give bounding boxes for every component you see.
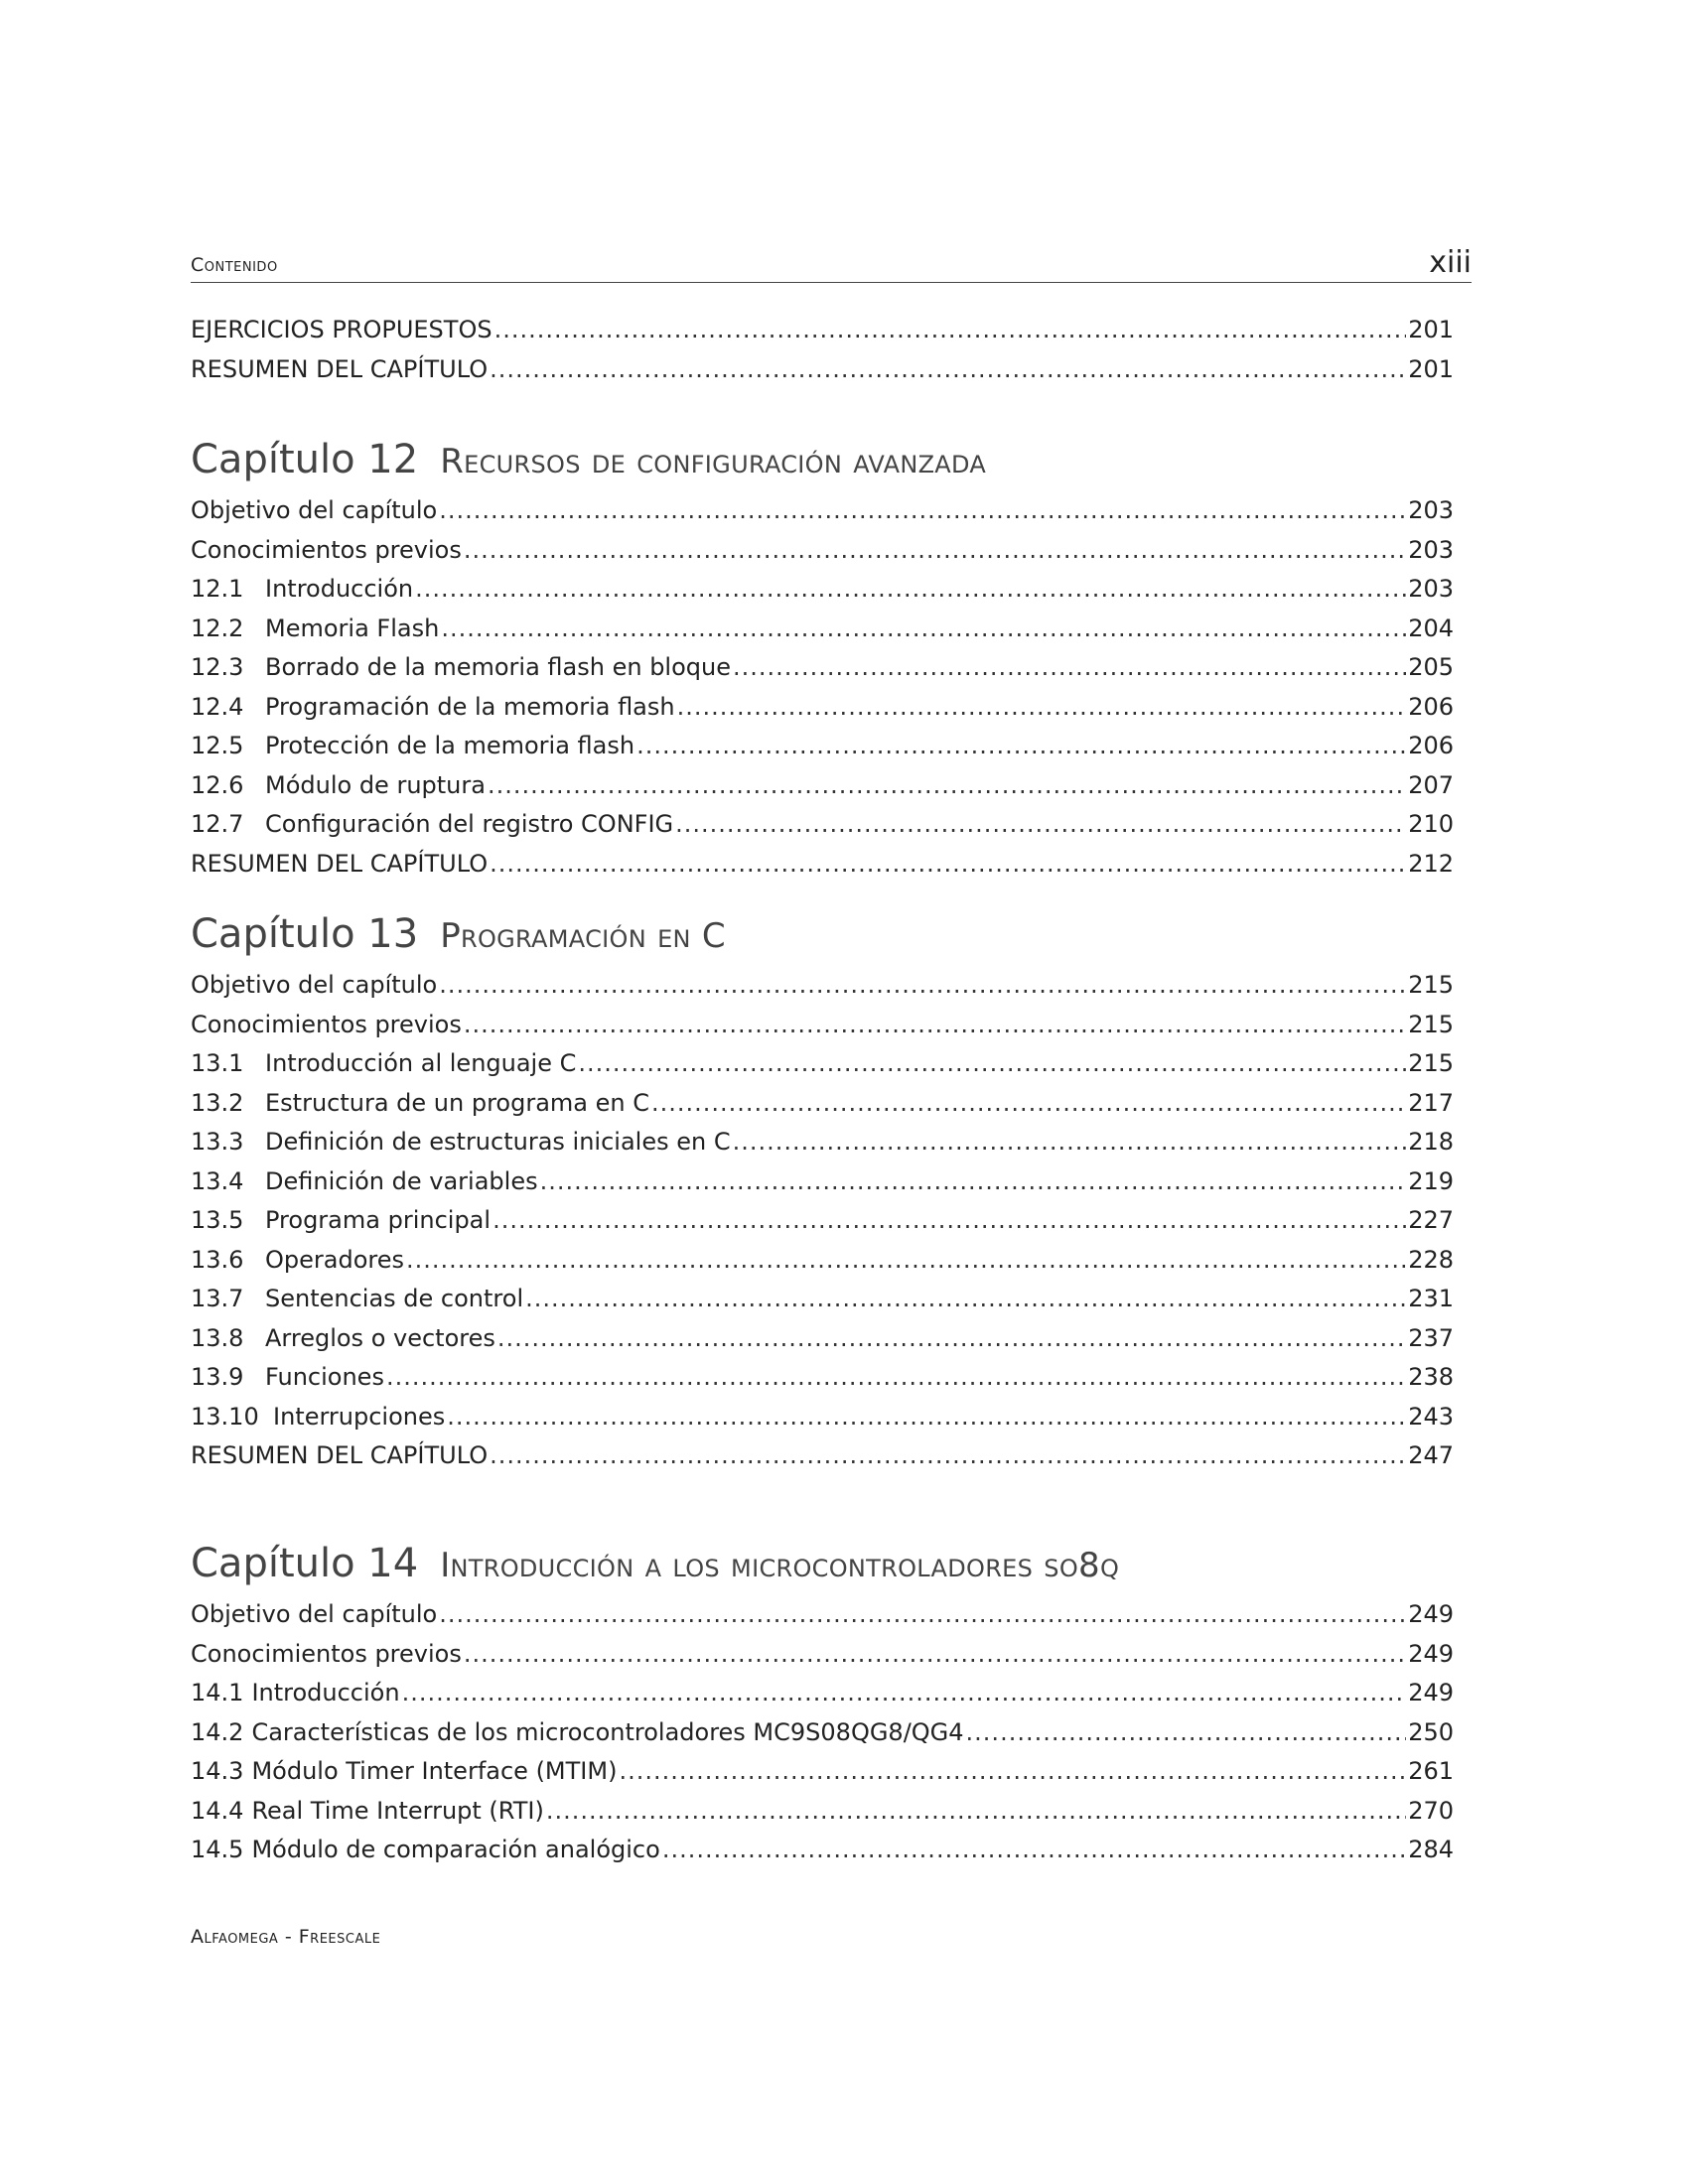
toc-entry [191, 1324, 1454, 1364]
toc-entry-page: 218 [1408, 1128, 1454, 1156]
toc-entry-number: 12.7 [191, 810, 244, 838]
toc-leader [494, 316, 1407, 343]
toc-leader [733, 653, 1406, 681]
toc-entry-number: 12.2 [191, 614, 244, 642]
toc-entry-title: Introducción [251, 1679, 400, 1706]
chapter-label: Capítulo 14 [191, 1541, 419, 1586]
toc-entry-page: 227 [1408, 1206, 1454, 1234]
running-head [191, 242, 1472, 283]
toc-entry [191, 575, 1454, 614]
toc-entry-page: 217 [1408, 1088, 1454, 1117]
toc-entry-number: 14.2 [191, 1717, 244, 1746]
toc-entry-title: EJERCICIOS PROPUESTOS [191, 316, 492, 343]
toc-entry-title: Módulo de ruptura [265, 770, 486, 799]
toc-entry-page: 212 [1408, 849, 1454, 878]
toc-entry [191, 1128, 1454, 1167]
toc-leader [447, 1403, 1406, 1431]
toc-entry [191, 1757, 1454, 1797]
toc-leader [386, 1363, 1406, 1391]
toc-entry-page: 206 [1408, 732, 1454, 759]
toc-entry [191, 850, 1454, 889]
toc-leader [662, 1836, 1406, 1863]
toc-entry [191, 1167, 1454, 1207]
toc-entry-number: 13.10 [191, 1402, 259, 1431]
toc-entry-title: Memoria Flash [265, 614, 440, 642]
toc-entry-title: Módulo de comparación analógico [251, 1836, 660, 1863]
toc-entry-title: Protección de la memoria flash [265, 732, 635, 759]
toc-entry-number: 13.2 [191, 1088, 244, 1117]
toc-entry-number: 14.3 [191, 1757, 244, 1785]
toc-entry-title: Sentencias de control [265, 1285, 524, 1312]
toc-entry-page: 215 [1408, 971, 1454, 999]
toc-entry-page: 249 [1408, 1679, 1454, 1706]
toc-entry-page: 231 [1408, 1285, 1454, 1312]
chapter-label: Capítulo 13 [191, 911, 419, 957]
chapter-heading [191, 911, 1454, 967]
chapter-heading [191, 1541, 1454, 1596]
toc-entry-number: 14.4 [191, 1796, 244, 1825]
page-footer: Alfaomega - Freescale [191, 1926, 381, 1948]
toc-entry [191, 1718, 1454, 1758]
toc-entry [191, 1206, 1454, 1246]
toc-entry [191, 971, 1454, 1011]
toc-leader [464, 1011, 1406, 1038]
toc-entry [191, 1246, 1454, 1286]
toc-entry-title: Funciones [265, 1363, 384, 1391]
toc-entry-title: Interrupciones [273, 1402, 446, 1431]
toc-leader [490, 850, 1406, 878]
toc-entry-number: 12.6 [191, 770, 244, 799]
toc-leader [464, 1640, 1406, 1668]
toc-entry-title: Programación de la memoria flash [265, 692, 675, 721]
toc-entry-title: RESUMEN DEL CAPÍTULO [191, 1441, 489, 1469]
toc-leader [540, 1167, 1407, 1195]
toc-entry-title: Programa principal [265, 1206, 492, 1234]
toc-entry-number: 13.5 [191, 1206, 244, 1234]
toc-leader [578, 1049, 1406, 1077]
toc-entry [191, 316, 1454, 355]
toc-entry [191, 1679, 1454, 1718]
toc-entry-number: 13.6 [191, 1245, 244, 1274]
toc-block-prev [191, 316, 1454, 394]
toc-entry-page: 270 [1408, 1796, 1454, 1825]
toc-entry-title: Características de los microcontroladores MC9S08QG8/QG4 [251, 1717, 964, 1746]
toc-entry-page: 203 [1408, 535, 1454, 564]
toc-entry-page: 238 [1408, 1363, 1454, 1391]
toc-chapter-14 [191, 1541, 1454, 1875]
toc-entry-page: 203 [1408, 496, 1454, 524]
toc-leader [402, 1679, 1407, 1706]
toc-entry-page: 205 [1408, 653, 1454, 681]
toc-entry-page: 215 [1408, 1010, 1454, 1038]
toc-leader [497, 1324, 1406, 1352]
chapter-label: Capítulo 12 [191, 437, 419, 482]
toc-leader [439, 496, 1406, 524]
toc-entry [191, 536, 1454, 576]
toc-leader [525, 1285, 1406, 1312]
toc-leader [464, 536, 1406, 564]
toc-entry [191, 355, 1454, 395]
toc-entry-page: 201 [1408, 316, 1454, 343]
toc-entry [191, 732, 1454, 771]
toc-entry-page: 249 [1408, 1600, 1454, 1628]
toc-entry-title: Configuración del registro CONFIG [265, 810, 674, 838]
toc-entry-title: Arreglos o vectores [265, 1323, 495, 1352]
toc-entry-number: 13.1 [191, 1049, 244, 1077]
toc-entry-title: Real Time Interrupt (RTI) [251, 1796, 544, 1825]
toc-entry-number: 13.4 [191, 1166, 244, 1195]
toc-leader [733, 1128, 1407, 1156]
toc-entry-number: 14.1 [191, 1679, 244, 1706]
toc-entry-page: 207 [1408, 770, 1454, 799]
toc-entry-page: 206 [1408, 692, 1454, 721]
toc-entry-number: 13.7 [191, 1285, 244, 1312]
toc-entry [191, 810, 1454, 850]
toc-entry-number: 13.3 [191, 1128, 244, 1156]
toc-entry-title: Definición de variables [265, 1166, 538, 1195]
toc-entry [191, 1363, 1454, 1403]
toc-entry-number: 13.9 [191, 1363, 244, 1391]
running-head-title: Contenido [191, 254, 278, 276]
toc-entry-number: 12.4 [191, 692, 244, 721]
toc-entry-page: 228 [1408, 1245, 1454, 1274]
toc-entry-title: Conocimientos previos [191, 1010, 462, 1038]
toc-entry-title: Introducción [265, 575, 414, 603]
toc-chapter-13 [191, 911, 1454, 1481]
toc-leader [619, 1757, 1406, 1785]
toc-leader [636, 732, 1406, 759]
toc-entry [191, 1600, 1454, 1640]
toc-entry-page: 219 [1408, 1166, 1454, 1195]
toc-entry-page: 237 [1408, 1323, 1454, 1352]
toc-entry [191, 1640, 1454, 1680]
toc-entry [191, 1836, 1454, 1875]
toc-entry [191, 1441, 1454, 1481]
toc-entry-title: Borrado de la memoria flash en bloque [265, 653, 731, 681]
toc-leader [546, 1797, 1406, 1825]
chapter-heading [191, 437, 1454, 492]
toc-entry-number: 13.8 [191, 1323, 244, 1352]
toc-entry [191, 1011, 1454, 1050]
toc-entry [191, 1797, 1454, 1837]
toc-entry-number: 12.5 [191, 732, 244, 759]
toc-entry-title: RESUMEN DEL CAPÍTULO [191, 849, 489, 878]
toc-entry [191, 771, 1454, 811]
toc-entry-page: 261 [1408, 1757, 1454, 1785]
toc-entry-page: 215 [1408, 1049, 1454, 1077]
toc-entry-page: 250 [1408, 1717, 1454, 1746]
toc-entry-title: Módulo Timer Interface (MTIM) [251, 1757, 618, 1785]
toc-leader [439, 971, 1406, 999]
toc-entry-number: 12.1 [191, 575, 244, 603]
toc-entry [191, 1285, 1454, 1324]
toc-entry-page: 201 [1408, 354, 1454, 383]
toc-entry-title: Estructura de un programa en C [265, 1088, 649, 1117]
chapter-title: Introducción a los microcontroladores so8q [440, 1546, 1120, 1585]
chapter-title: Programación en C [440, 916, 726, 956]
toc-entry-page: 203 [1408, 575, 1454, 603]
toc-entry-page: 204 [1408, 614, 1454, 642]
toc-leader [415, 575, 1406, 603]
toc-entry-title: Objetivo del capítulo [191, 496, 438, 524]
toc-leader [651, 1089, 1406, 1117]
toc-leader [966, 1718, 1407, 1746]
toc-leader [439, 1600, 1406, 1628]
toc-leader [675, 810, 1406, 838]
toc-entry-title: Conocimientos previos [191, 1639, 462, 1668]
toc-entry-title: Operadores [265, 1245, 404, 1274]
toc-leader [677, 693, 1407, 721]
page-number: xiii [1429, 245, 1472, 280]
toc-leader [406, 1246, 1406, 1274]
toc-leader [488, 771, 1406, 799]
toc-entry [191, 1049, 1454, 1089]
toc-entry [191, 614, 1454, 654]
toc-entry-page: 284 [1408, 1836, 1454, 1863]
toc-entry-title: Conocimientos previos [191, 535, 462, 564]
toc-leader [490, 355, 1406, 383]
toc-entry [191, 1089, 1454, 1129]
toc-entry [191, 693, 1454, 733]
toc-entry-title: Introducción al lenguaje C [265, 1049, 577, 1077]
toc-entry-title: Definición de estructuras iniciales en C [265, 1128, 731, 1156]
toc-entry-title: Objetivo del capítulo [191, 1600, 438, 1628]
toc-entry-page: 243 [1408, 1402, 1454, 1431]
toc-leader [441, 614, 1406, 642]
toc-entry-page: 247 [1408, 1441, 1454, 1469]
chapter-title: Recursos de configuración avanzada [440, 442, 987, 481]
toc-entry [191, 653, 1454, 693]
toc-leader [490, 1441, 1406, 1469]
toc-entry-page: 210 [1408, 810, 1454, 838]
toc-entry-title: RESUMEN DEL CAPÍTULO [191, 354, 489, 383]
toc-leader [492, 1206, 1406, 1234]
toc-entry-number: 12.3 [191, 653, 244, 681]
toc-chapter-12 [191, 437, 1454, 888]
toc-entry [191, 1403, 1454, 1442]
toc-entry-page: 249 [1408, 1639, 1454, 1668]
toc-entry [191, 496, 1454, 536]
toc-entry-title: Objetivo del capítulo [191, 971, 438, 999]
toc-entry-number: 14.5 [191, 1836, 244, 1863]
